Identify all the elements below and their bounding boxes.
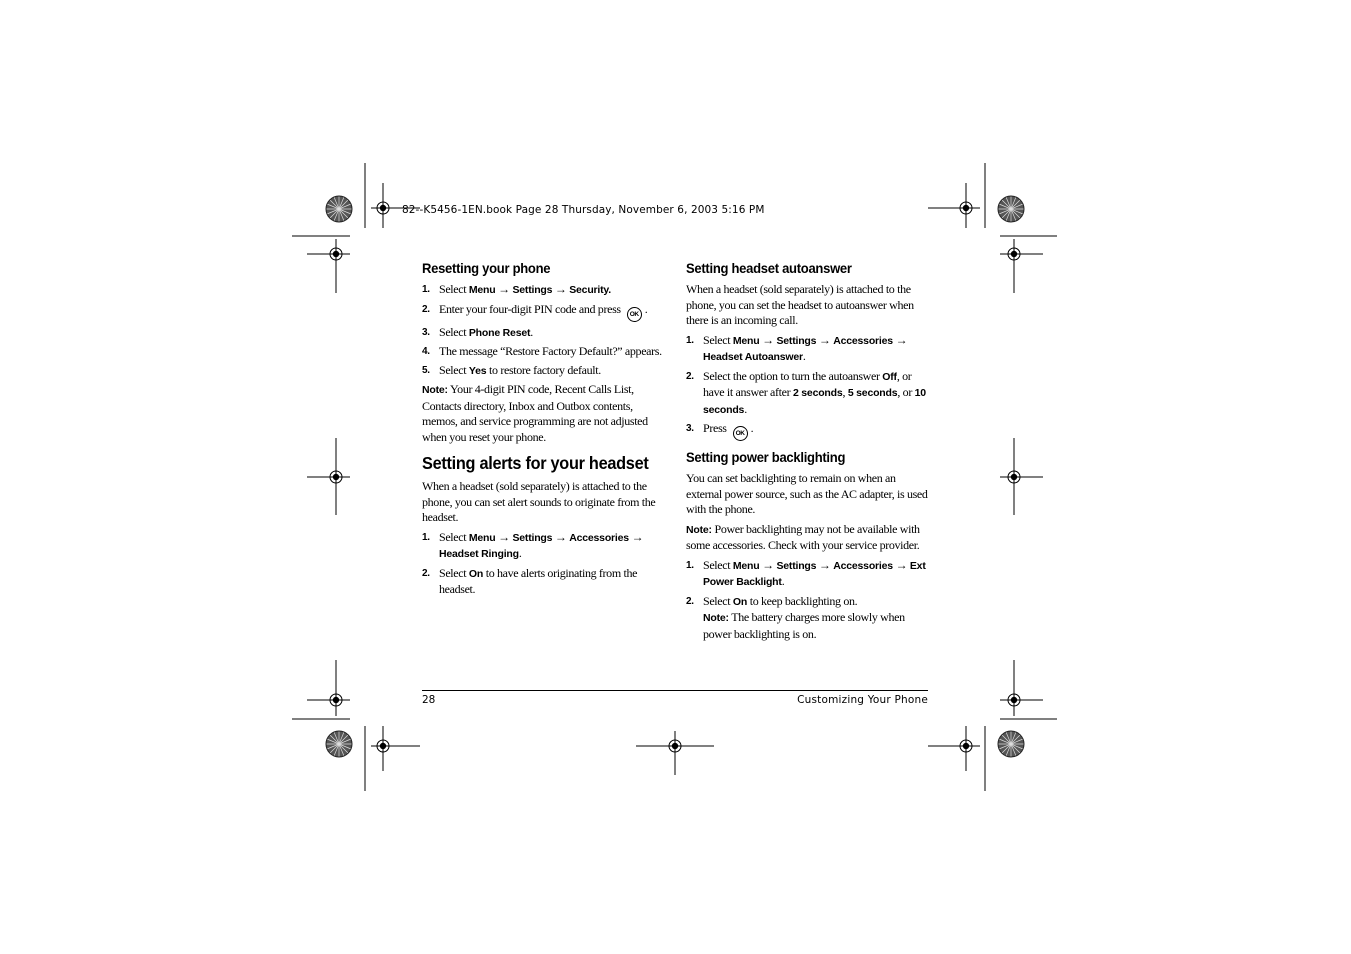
list-item: 1. Select Menu → Settings → Accessories → Headset Autoanswer. xyxy=(686,332,908,363)
page-number: 28 xyxy=(422,694,436,706)
list-item: 2. Enter your four-digit PIN code and press OK . xyxy=(422,302,662,322)
left-column xyxy=(422,260,662,601)
list-item: 1. Select Menu → Settings → Accessories → Ext Power Backlight. xyxy=(686,557,926,588)
list-item: 2. Select On to keep backlighting on. Note: The battery charges more slowly when power backlighting is on. xyxy=(686,593,905,641)
section-heading-alerts: Setting alerts for your headset xyxy=(422,453,649,473)
starburst-mark xyxy=(998,196,1024,222)
ok-key-icon: OK xyxy=(733,426,748,441)
list-item: 1. Select Menu → Settings → Accessories → Headset Ringing. xyxy=(422,529,644,560)
section-heading-resetting: Resetting your phone xyxy=(422,260,551,276)
right-column xyxy=(686,260,928,645)
backlight-steps xyxy=(686,558,928,643)
list-item: 5. Select Yes to restore factory default. xyxy=(422,362,601,377)
list-item: 3. Press OK . xyxy=(686,421,928,441)
autoanswer-steps xyxy=(686,333,928,442)
backlight-note: Note: Power backlighting may not be available with some accessories. Check with your service provider. xyxy=(686,521,920,552)
footer-rule xyxy=(422,690,928,691)
list-item: 2. Select the option to turn the autoanswer Off, or have it answer after 2 seconds, 5 seconds, or 10 seconds. xyxy=(686,368,926,416)
starburst-mark xyxy=(326,731,352,757)
list-item: 4. The message “Restore Factory Default?” appears. xyxy=(422,344,662,358)
starburst-mark xyxy=(326,196,352,222)
starburst-mark xyxy=(998,731,1024,757)
backlight-intro: You can set backlighting to remain on when an external power source, such as the AC adapter, is used with the phone. xyxy=(686,471,928,516)
list-item: 3. Select Phone Reset. xyxy=(422,324,533,339)
section-heading-backlighting: Setting power backlighting xyxy=(686,449,846,465)
alerts-steps xyxy=(422,530,662,598)
reset-note: Note: Your 4-digit PIN code, Recent Calls List, Contacts directory, Inbox and Outbox contents, memos, and service programming are not adjusted when you reset your phone. xyxy=(422,382,648,444)
section-heading-autoanswer: Setting headset autoanswer xyxy=(686,260,852,276)
ok-key-icon: OK xyxy=(627,307,642,322)
list-item: 1. Select Menu → Settings → Security. xyxy=(422,282,612,296)
autoanswer-intro: When a headset (sold separately) is attached to the phone, you can set the headset to autoanswer when there is an incoming call. xyxy=(686,282,914,327)
list-item: 2. Select On to have alerts originating from the headset. xyxy=(422,565,638,596)
reset-steps xyxy=(422,282,662,379)
alerts-intro: When a headset (sold separately) is attached to the phone, you can set alert sounds to originate from the headset. xyxy=(422,479,656,524)
file-info-header: 82--K5456-1EN.book Page 28 Thursday, November 6, 2003 5:16 PM xyxy=(402,204,765,216)
section-title-footer: Customizing Your Phone xyxy=(797,694,928,706)
